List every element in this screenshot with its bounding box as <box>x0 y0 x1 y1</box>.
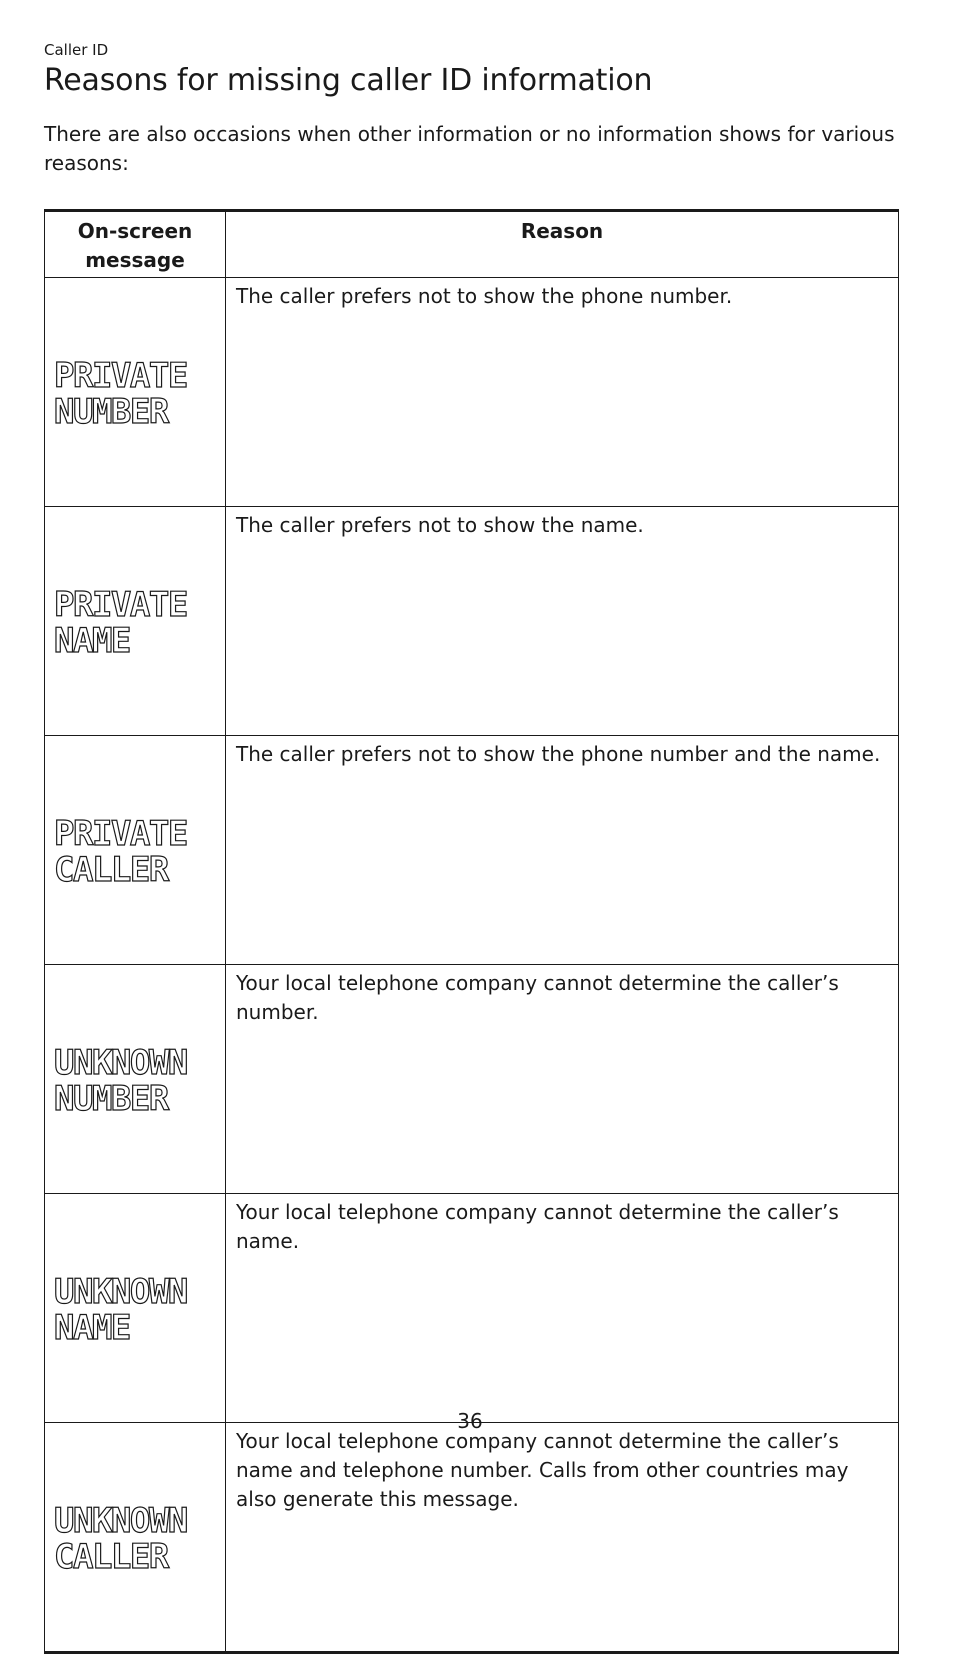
lcd-line: PRIVATE <box>54 814 187 854</box>
table-row <box>45 736 899 965</box>
table-row <box>45 278 899 507</box>
reason-text: The caller prefers not to show the phone number. <box>226 278 899 507</box>
lcd-line: CALLER <box>54 850 168 890</box>
lcd-line: CALLER <box>54 1537 168 1577</box>
on-screen-message <box>45 736 226 965</box>
table-row <box>45 1194 899 1423</box>
page-number: 36 <box>457 1409 483 1433</box>
page-title: Reasons for missing caller ID information <box>44 63 653 98</box>
lcd-line: NUMBER <box>54 1079 168 1119</box>
table-header-row <box>45 211 899 278</box>
lcd-line: NUMBER <box>54 392 168 432</box>
lcd-line: NAME <box>54 621 130 661</box>
lcd-line: UNKNOWN <box>54 1501 187 1541</box>
intro-paragraph: There are also occasions when other information or no information shows for various reasons: <box>44 122 895 175</box>
reason-text: Your local telephone company cannot determine the caller’s name. <box>226 1194 899 1423</box>
caller-id-reasons-table <box>44 209 899 1654</box>
lcd-line: NAME <box>54 1308 130 1348</box>
table-row <box>45 1423 899 1653</box>
reason-text: Your local telephone company cannot determine the caller’s number. <box>226 965 899 1194</box>
lcd-line: PRIVATE <box>54 356 187 396</box>
on-screen-message <box>45 507 226 736</box>
table-row <box>45 965 899 1194</box>
reason-text: Your local telephone company cannot determine the caller’s name and telephone number. Calls from other countries may also generate this message. <box>226 1423 899 1653</box>
on-screen-message <box>45 1423 226 1653</box>
on-screen-message <box>45 1194 226 1423</box>
lcd-line: UNKNOWN <box>54 1043 187 1083</box>
lcd-line: PRIVATE <box>54 585 187 625</box>
column-header-message: On-screen message <box>45 211 226 278</box>
table-row <box>45 507 899 736</box>
section-label: Caller ID <box>44 41 109 59</box>
lcd-line: UNKNOWN <box>54 1272 187 1312</box>
on-screen-message <box>45 965 226 1194</box>
on-screen-message <box>45 278 226 507</box>
reason-text: The caller prefers not to show the phone number and the name. <box>226 736 899 965</box>
column-header-reason: Reason <box>226 211 899 278</box>
reason-text: The caller prefers not to show the name. <box>226 507 899 736</box>
